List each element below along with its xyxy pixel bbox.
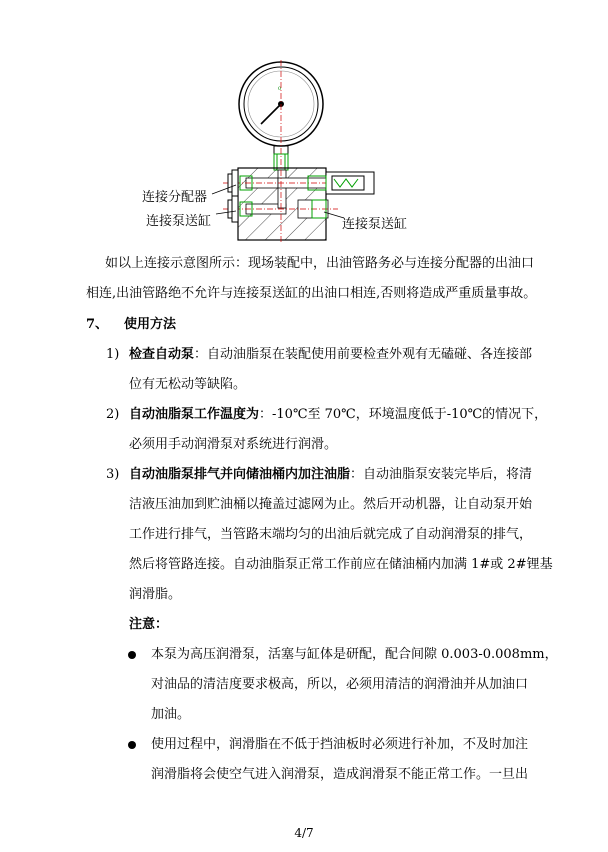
intro-line-2: 相连,出油管路绝不允许与连接泵送缸的出油口相连,否则将造成严重质量事故。 <box>86 286 537 301</box>
item-3-line-4: 然后将管路连接。自动油脂泵正常工作前应在储油桶内加满 1#或 2#锂基 <box>129 557 553 572</box>
page-number: 4/7 <box>294 826 314 840</box>
item-3-title: 自动油脂泵排气并向储油桶内加注油脂 <box>129 467 351 482</box>
item-1-number: 1) <box>106 347 120 362</box>
item-2-line-2: 必须用手动润滑泵对系统进行润滑。 <box>129 437 338 452</box>
item-2-line-1 <box>129 406 547 424</box>
note-title: 注意： <box>129 617 169 632</box>
item-2-title: 自动油脂泵工作温度为 <box>129 407 260 422</box>
item-3-text: ：自动油脂泵安装完毕后，将清 <box>350 467 533 482</box>
bullet-1-line-3: 加油。 <box>151 707 191 722</box>
item-1-line-1 <box>129 346 532 364</box>
svg-text:0: 0 <box>278 86 282 92</box>
label-pump-cylinder-right: 连接泵送缸 <box>342 217 408 232</box>
connection-schematic-diagram <box>128 60 408 245</box>
item-3-line-5: 润滑脂。 <box>129 587 182 602</box>
label-distributor: 连接分配器 <box>142 190 208 205</box>
bullet-1-icon <box>128 651 136 659</box>
item-1-line-2: 位有无松动等缺陷。 <box>129 377 247 392</box>
item-3-line-2: 洁液压油加到贮油桶以掩盖过滤网为止。然后开动机器，让自动泵开始 <box>129 497 533 512</box>
bullet-2-line-1: 使用过程中，润滑脂在不低于挡油板时必须进行补加，不及时加注 <box>151 737 529 752</box>
bullet-1-line-2: 对油品的清洁度要求极高，所以，必须用清洁的润滑油并从加油口 <box>151 677 529 692</box>
item-2-text: ：-10℃至 70℃，环境温度低于-10℃的情况下， <box>259 407 548 422</box>
item-3-number: 3) <box>106 467 120 482</box>
section-title: 使用方法 <box>124 317 177 332</box>
bullet-2-line-2: 润滑脂将会使空气进入润滑泵，造成润滑泵不能正常工作。一旦出 <box>151 767 529 782</box>
section-number: 7、 <box>86 317 109 332</box>
item-3-line-3: 工作进行排气，当管路末端均匀的出油后就完成了自动润滑泵的排气， <box>129 527 533 542</box>
item-1-title: 检查自动泵 <box>129 347 195 362</box>
item-3-line-1 <box>129 466 532 484</box>
bullet-1-line-1: 本泵为高压润滑泵，活塞与缸体是研配，配合间隙 0.003-0.008mm， <box>151 647 558 662</box>
intro-line-1: 如以上连接示意图所示：现场装配中，出油管路务必与连接分配器的出油口 <box>105 256 535 271</box>
item-2-number: 2) <box>106 407 120 422</box>
item-1-text: ：自动油脂泵在装配使用前要检查外观有无磕碰、各连接部 <box>194 347 533 362</box>
label-pump-cylinder-left: 连接泵送缸 <box>146 214 212 229</box>
bullet-2-icon <box>128 741 136 749</box>
